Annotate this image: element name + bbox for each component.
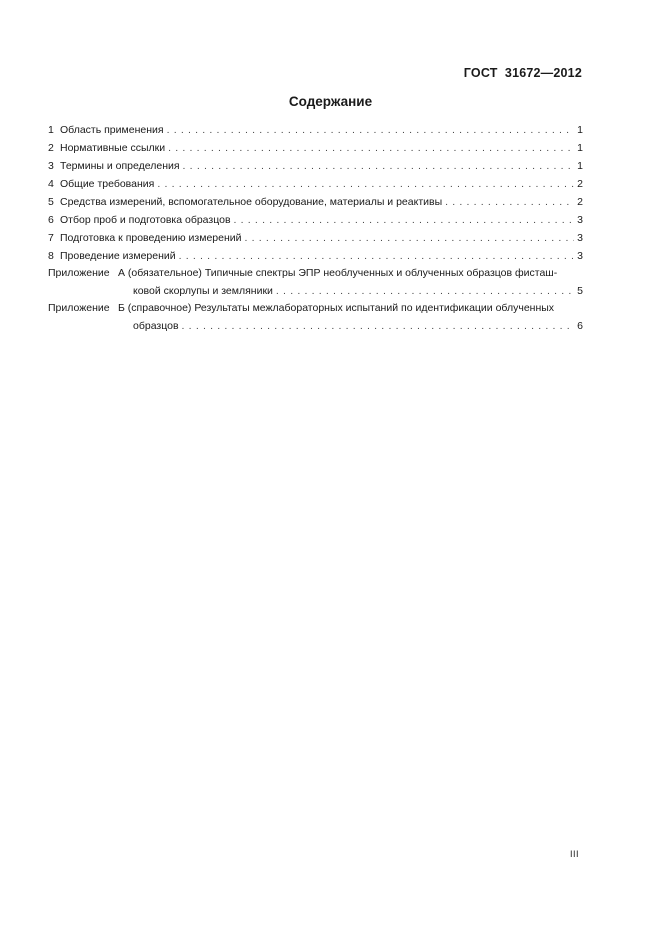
toc-leader-dots — [445, 193, 574, 211]
appendix-title-line2: ковой скорлупы и земляники — [133, 285, 273, 297]
toc-entry-number: 2 — [48, 142, 54, 154]
appendix-prefix: Приложение — [48, 267, 110, 279]
toc-entry-5[interactable] — [48, 193, 583, 211]
toc-appendix-a[interactable] — [48, 265, 583, 300]
toc-entry-4[interactable] — [48, 175, 583, 193]
toc-entry-3[interactable] — [48, 157, 583, 175]
toc-entry-number: 6 — [48, 214, 54, 226]
toc-entry-number: 4 — [48, 178, 54, 190]
appendix-title-line1: А (обязательное) Типичные спектры ЭПР необлученных и облученных образцов фисташ- — [118, 267, 558, 279]
appendix-title-line2: образцов — [133, 320, 179, 332]
toc-entry-8[interactable] — [48, 247, 583, 265]
toc-entry-page: 5 — [577, 285, 583, 297]
toc-entry-page: 2 — [577, 196, 583, 208]
toc-entry-page: 1 — [577, 160, 583, 172]
toc-entry-number: 7 — [48, 232, 54, 244]
toc-entry-6[interactable] — [48, 211, 583, 229]
appendix-title-line1: Б (справочное) Результаты межлабораторных испытаний по идентификации облученных — [118, 302, 555, 314]
toc-entry-label: Нормативные ссылки — [60, 142, 166, 154]
toc-leader-dots — [276, 282, 574, 300]
appendix-prefix: Приложение — [48, 302, 110, 314]
toc-entry-number: 3 — [48, 160, 54, 172]
toc-leader-dots — [167, 121, 575, 139]
toc-entry-page: 6 — [577, 320, 583, 332]
toc-entry-number: 5 — [48, 196, 54, 208]
toc-entry-2[interactable] — [48, 139, 583, 157]
toc-leader-dots — [182, 317, 575, 335]
toc-entry-1[interactable] — [48, 121, 583, 139]
toc-leader-dots — [168, 139, 574, 157]
document-code: ГОСТ 31672—2012 — [463, 66, 582, 80]
toc-entry-page: 3 — [577, 214, 583, 226]
toc-leader-dots — [245, 229, 575, 247]
toc-entry-page: 2 — [577, 178, 583, 190]
toc-leader-dots — [179, 247, 575, 265]
toc-entry-page: 3 — [577, 250, 583, 262]
toc-leader-dots — [234, 211, 575, 229]
toc-entry-page: 3 — [577, 232, 583, 244]
toc-entry-label: Общие требования — [60, 178, 155, 190]
toc-entry-label: Средства измерений, вспомогательное оборудование, материалы и реактивы — [60, 196, 443, 208]
toc-entry-label: Область применения — [60, 124, 164, 136]
toc-entry-number: 8 — [48, 250, 54, 262]
toc-entry-label: Термины и определения — [60, 160, 180, 172]
toc-leader-dots — [157, 175, 574, 193]
toc-entry-page: 1 — [577, 124, 583, 136]
toc-title: Содержание — [288, 94, 373, 109]
toc-entry-label: Отбор проб и подготовка образцов — [60, 214, 231, 226]
toc-entry-number: 1 — [48, 124, 54, 136]
table-of-contents — [48, 121, 583, 335]
toc-entry-label: Подготовка к проведению измерений — [60, 232, 242, 244]
toc-leader-dots — [183, 157, 575, 175]
toc-entry-7[interactable] — [48, 229, 583, 247]
page-number: III — [569, 849, 579, 859]
toc-entry-page: 1 — [577, 142, 583, 154]
toc-appendix-b[interactable] — [48, 300, 583, 335]
toc-entry-label: Проведение измерений — [60, 250, 176, 262]
